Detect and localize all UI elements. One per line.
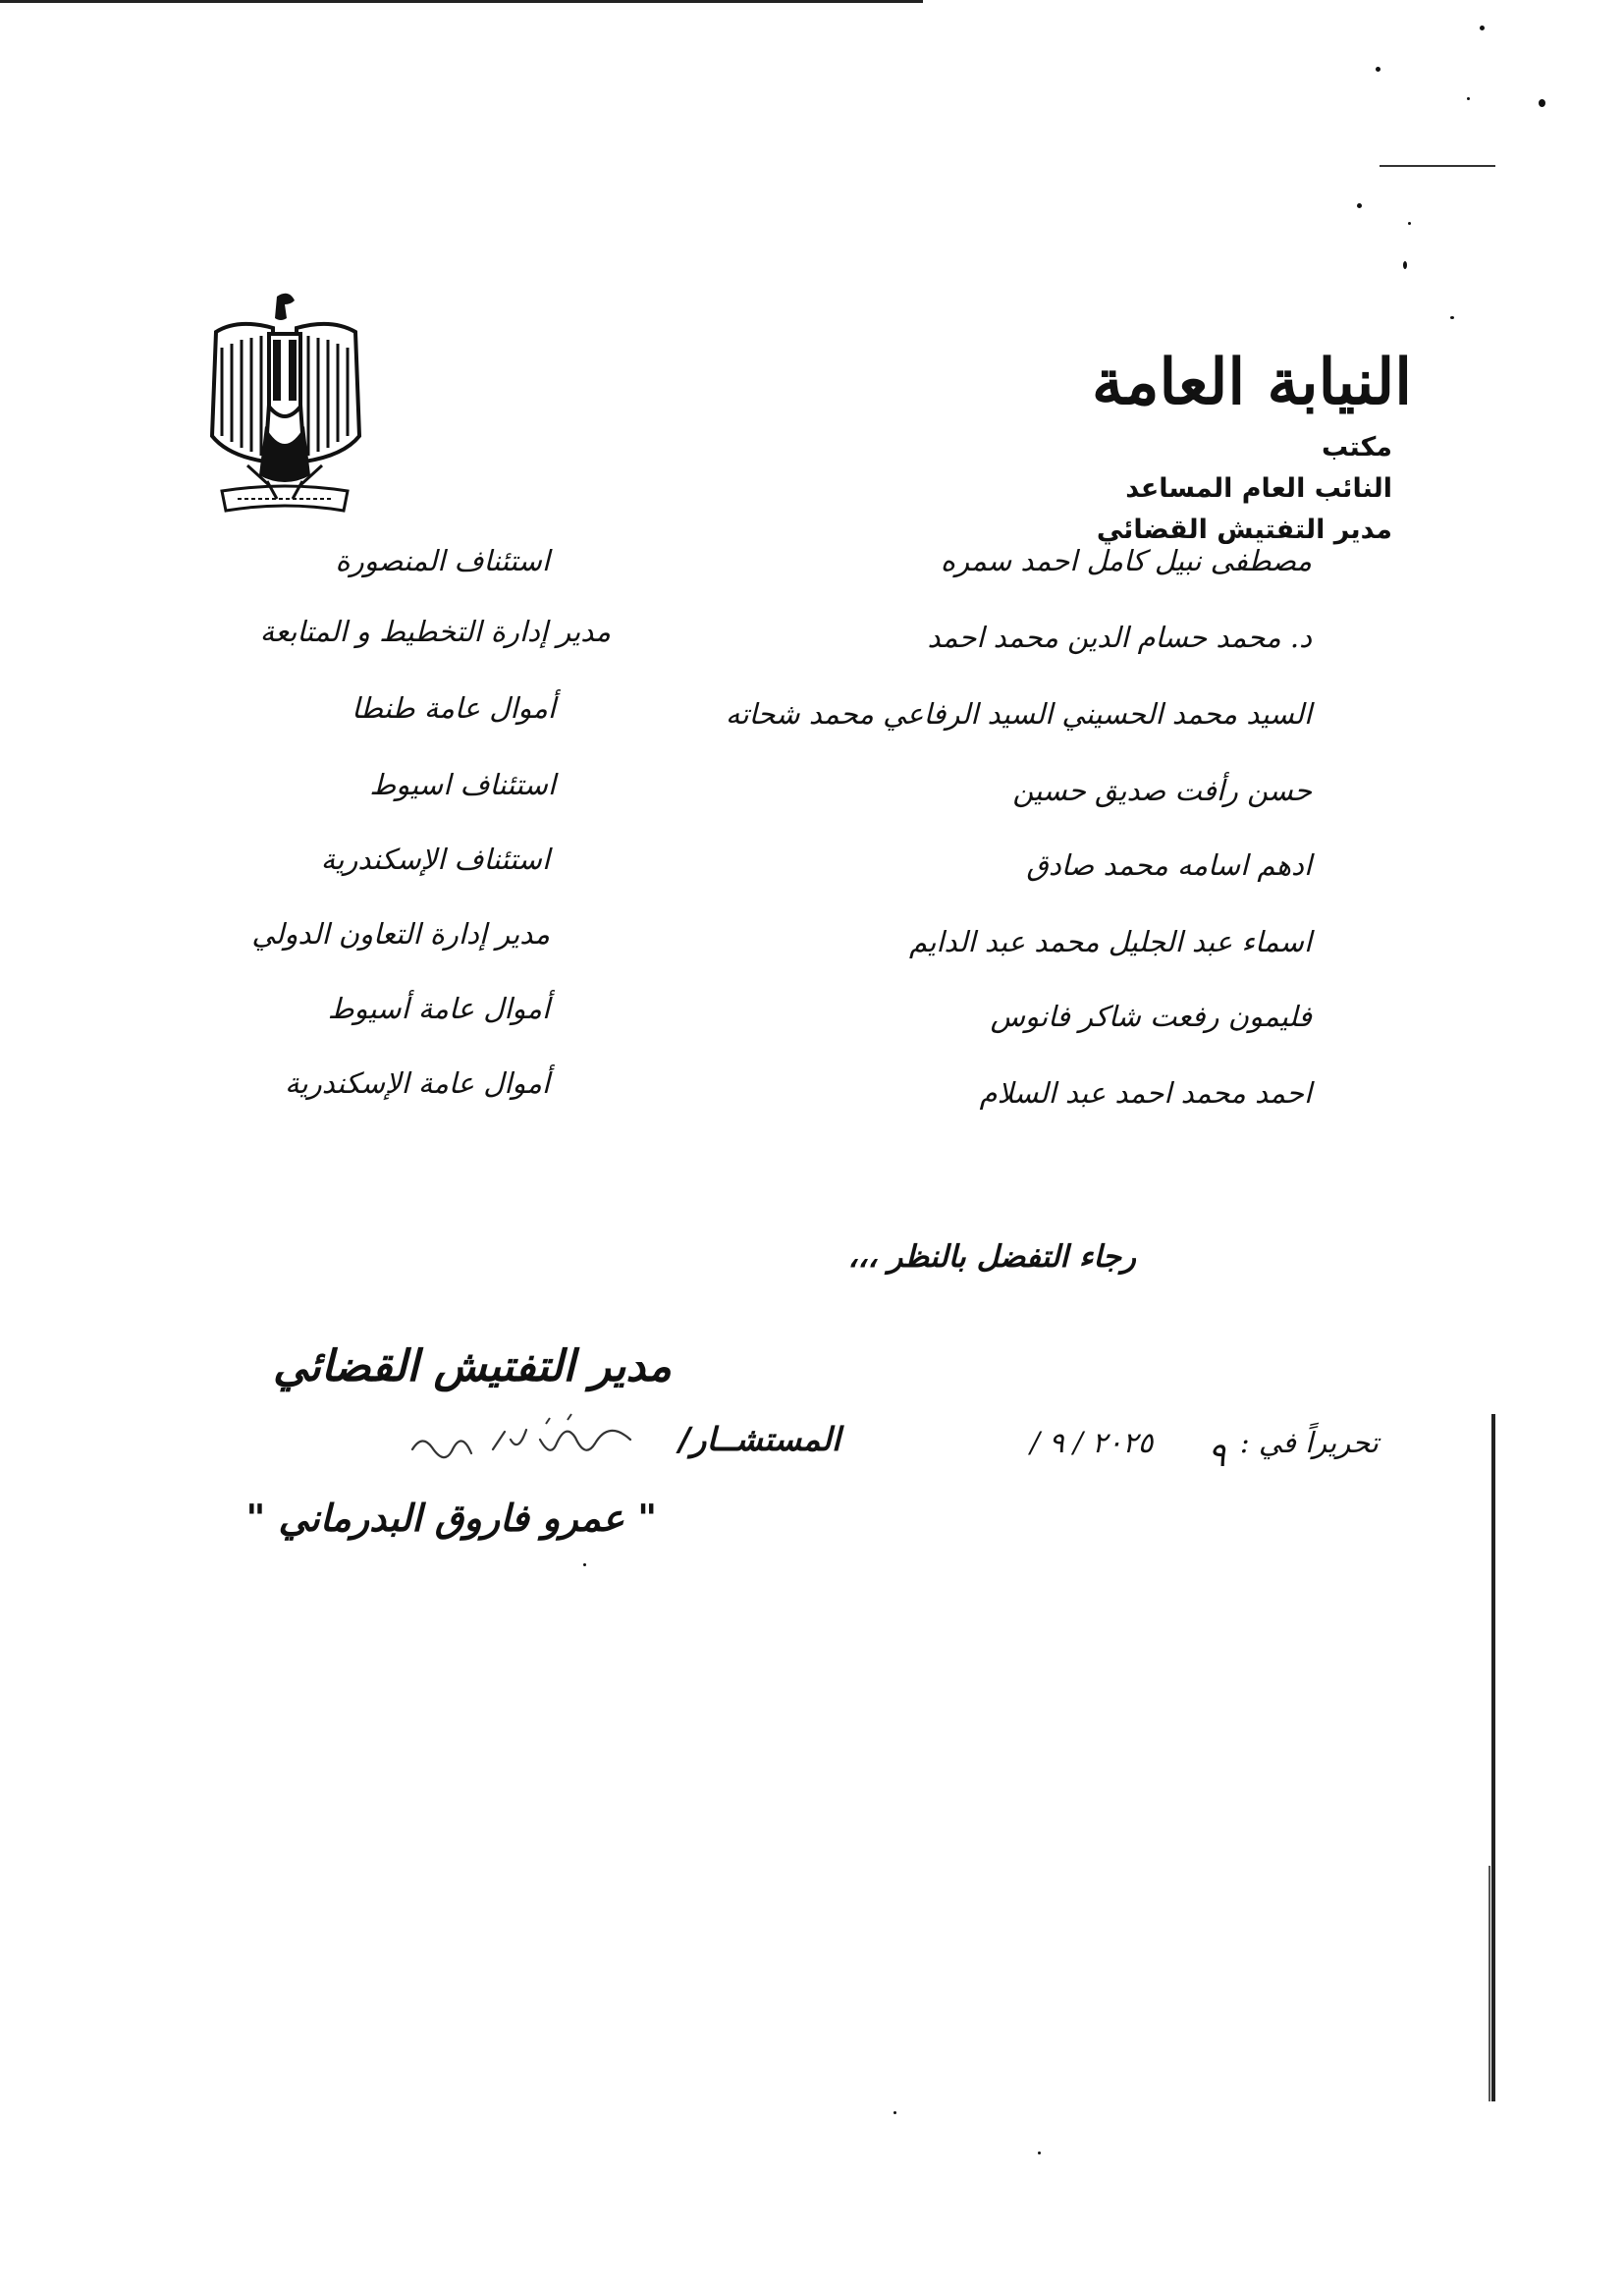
closing-request: رجاء التفضل بالنظر ،،،: [847, 1239, 1136, 1275]
scan-speck: [1357, 203, 1362, 208]
scan-speck: [1467, 97, 1470, 100]
date-value: ٢٠٢٥ / ٩ /: [1030, 1426, 1154, 1459]
scan-edge-rule: [1491, 1414, 1495, 2101]
scan-speck: [1408, 222, 1411, 225]
date-line: [1030, 1426, 1379, 1459]
signature-title: مدير التفتيش القضائي: [272, 1341, 672, 1391]
scan-speck: [1480, 26, 1485, 30]
assignment-entity: أموال عامة الإسكندرية: [285, 1066, 550, 1100]
assignment-entity: استئناف اسيوط: [369, 768, 556, 801]
assignment-entity: استئناف المنصورة: [335, 544, 550, 577]
assignment-entity: أموال عامة أسيوط: [327, 992, 550, 1025]
office-line: النائب العام المساعد: [1125, 473, 1392, 504]
assignment-name: حسن رأفت صديق حسين: [1012, 774, 1312, 807]
scan-short-rule: [1380, 165, 1495, 167]
scan-top-rule: [0, 0, 923, 3]
scan-speck: [1376, 67, 1380, 72]
scan-speck: [1403, 261, 1407, 269]
office-line: مدير التفتيش القضائي: [1096, 515, 1392, 545]
handwritten-signature: [403, 1410, 638, 1475]
assignment-entity: مدير إدارة التخطيط و المتابعة: [259, 615, 611, 648]
scan-speck: [583, 1563, 586, 1566]
scan-speck: [893, 2111, 896, 2114]
assignment-entity: مدير إدارة التعاون الدولي: [251, 917, 550, 951]
institution-title: النيابة العامة: [1091, 346, 1412, 419]
signature-name: " عمرو فاروق البدرماني ": [245, 1497, 657, 1540]
scan-speck: [1450, 316, 1454, 319]
office-line: مكتب: [1321, 432, 1392, 463]
scan-speck: [1038, 2152, 1041, 2154]
date-day-handwritten: ٩: [1208, 1436, 1226, 1475]
assignment-name: د. محمد حسام الدين محمد احمد: [927, 621, 1312, 654]
signature-role: المستشــار/: [678, 1420, 840, 1458]
assignment-name: السيد محمد الحسيني السيد الرفاعي محمد شحاته: [726, 697, 1312, 731]
date-label: تحريراً في :: [1239, 1426, 1379, 1459]
assignment-entity: استئناف الإسكندرية: [320, 843, 550, 876]
assignment-name: مصطفى نبيل كامل احمد سمره: [940, 544, 1312, 577]
assignment-name: ادهم اسامه محمد صادق: [1026, 848, 1312, 882]
assignment-name: فليمون رفعت شاكر فانوس: [990, 1000, 1312, 1033]
scan-edge-rule: [1489, 1866, 1490, 2101]
assignment-entity: أموال عامة طنطا: [352, 691, 556, 725]
scan-speck: [1539, 99, 1545, 107]
assignment-name: احمد محمد احمد عبد السلام: [979, 1076, 1312, 1110]
assignment-name: اسماء عبد الجليل محمد عبد الدايم: [909, 925, 1312, 958]
eagle-emblem-icon: [208, 289, 361, 517]
